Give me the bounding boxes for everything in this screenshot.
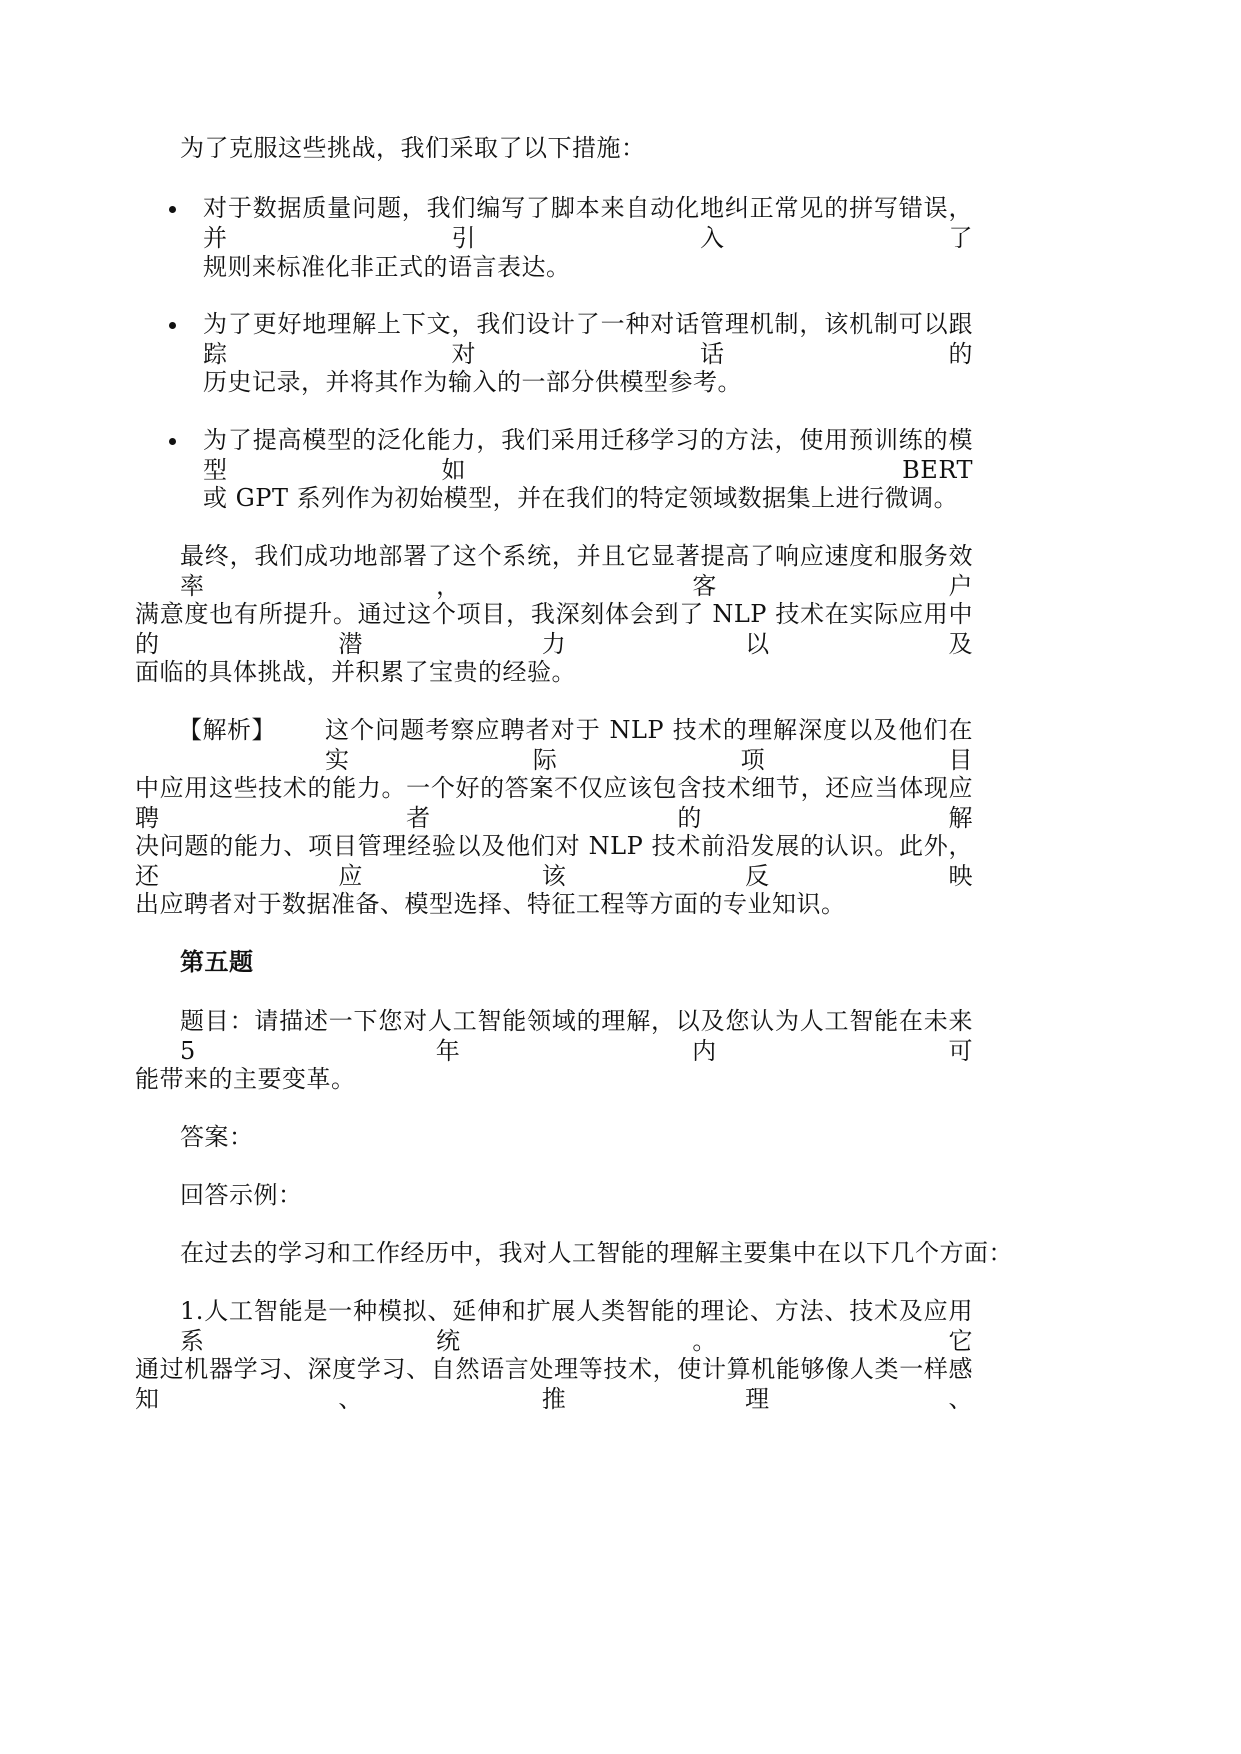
bullet-1-line-2: 规则来标准化非正式的语言表达。 (203, 253, 571, 281)
analysis-line-2: 中应用这些技术的能力。一个好的答案不仅应该包含技术细节，还应当体现应聘者的解 (135, 774, 973, 832)
bullet-2-line-2: 历史记录，并将其作为输入的一部分供模型参考。 (203, 368, 742, 396)
bullet-1-line-1: 对于数据质量问题，我们编写了脚本来自动化地纠正常见的拼写错误，并引入了 (203, 194, 973, 252)
analysis-line-1: 这个问题考察应聘者对于 NLP 技术的理解深度以及他们在实际项目 (325, 716, 973, 774)
bullet-icon (169, 438, 176, 445)
point-1-line-1: 1.人工智能是一种模拟、延伸和扩展人类智能的理论、方法、技术及应用系统。它 (180, 1297, 973, 1355)
analysis-line-3: 决问题的能力、项目管理经验以及他们对 NLP 技术前沿发展的认识。此外，还应该反映 (135, 832, 973, 890)
bullet-3-line-2: 或 GPT 系列作为初始模型，并在我们的特定领域数据集上进行微调。 (203, 484, 959, 512)
bullet-icon (169, 322, 176, 329)
conclusion-line-2: 满意度也有所提升。通过这个项目，我深刻体会到了 NLP 技术在实际应用中的潜力以及 (135, 600, 973, 658)
bullet-2-line-1: 为了更好地理解上下文，我们设计了一种对话管理机制，该机制可以跟踪对话的 (203, 310, 973, 368)
section-title: 第五题 (180, 947, 254, 976)
example-label: 回答示例： (180, 1181, 303, 1209)
analysis-label: 【解析】 (178, 716, 276, 744)
answer-label: 答案： (180, 1123, 254, 1151)
intro-paragraph: 为了克服这些挑战，我们采取了以下措施： (180, 134, 646, 162)
analysis-line-4: 出应聘者对于数据准备、模型选择、特征工程等方面的专业知识。 (135, 890, 846, 918)
answer-intro: 在过去的学习和工作经历中，我对人工智能的理解主要集中在以下几个方面： (180, 1239, 1013, 1267)
question-line-1: 题目：请描述一下您对人工智能领域的理解，以及您认为人工智能在未来 5 年内可 (180, 1007, 973, 1065)
question-line-2: 能带来的主要变革。 (135, 1065, 356, 1093)
conclusion-line-3: 面临的具体挑战，并积累了宝贵的经验。 (135, 658, 576, 686)
bullet-3-line-1: 为了提高模型的泛化能力，我们采用迁移学习的方法，使用预训练的模型如 BERT (203, 426, 973, 484)
conclusion-line-1: 最终，我们成功地部署了这个系统，并且它显著提高了响应速度和服务效率，客户 (180, 542, 973, 600)
point-1-line-2: 通过机器学习、深度学习、自然语言处理等技术，使计算机能够像人类一样感知、推理、 (135, 1355, 973, 1413)
bullet-icon (169, 206, 176, 213)
